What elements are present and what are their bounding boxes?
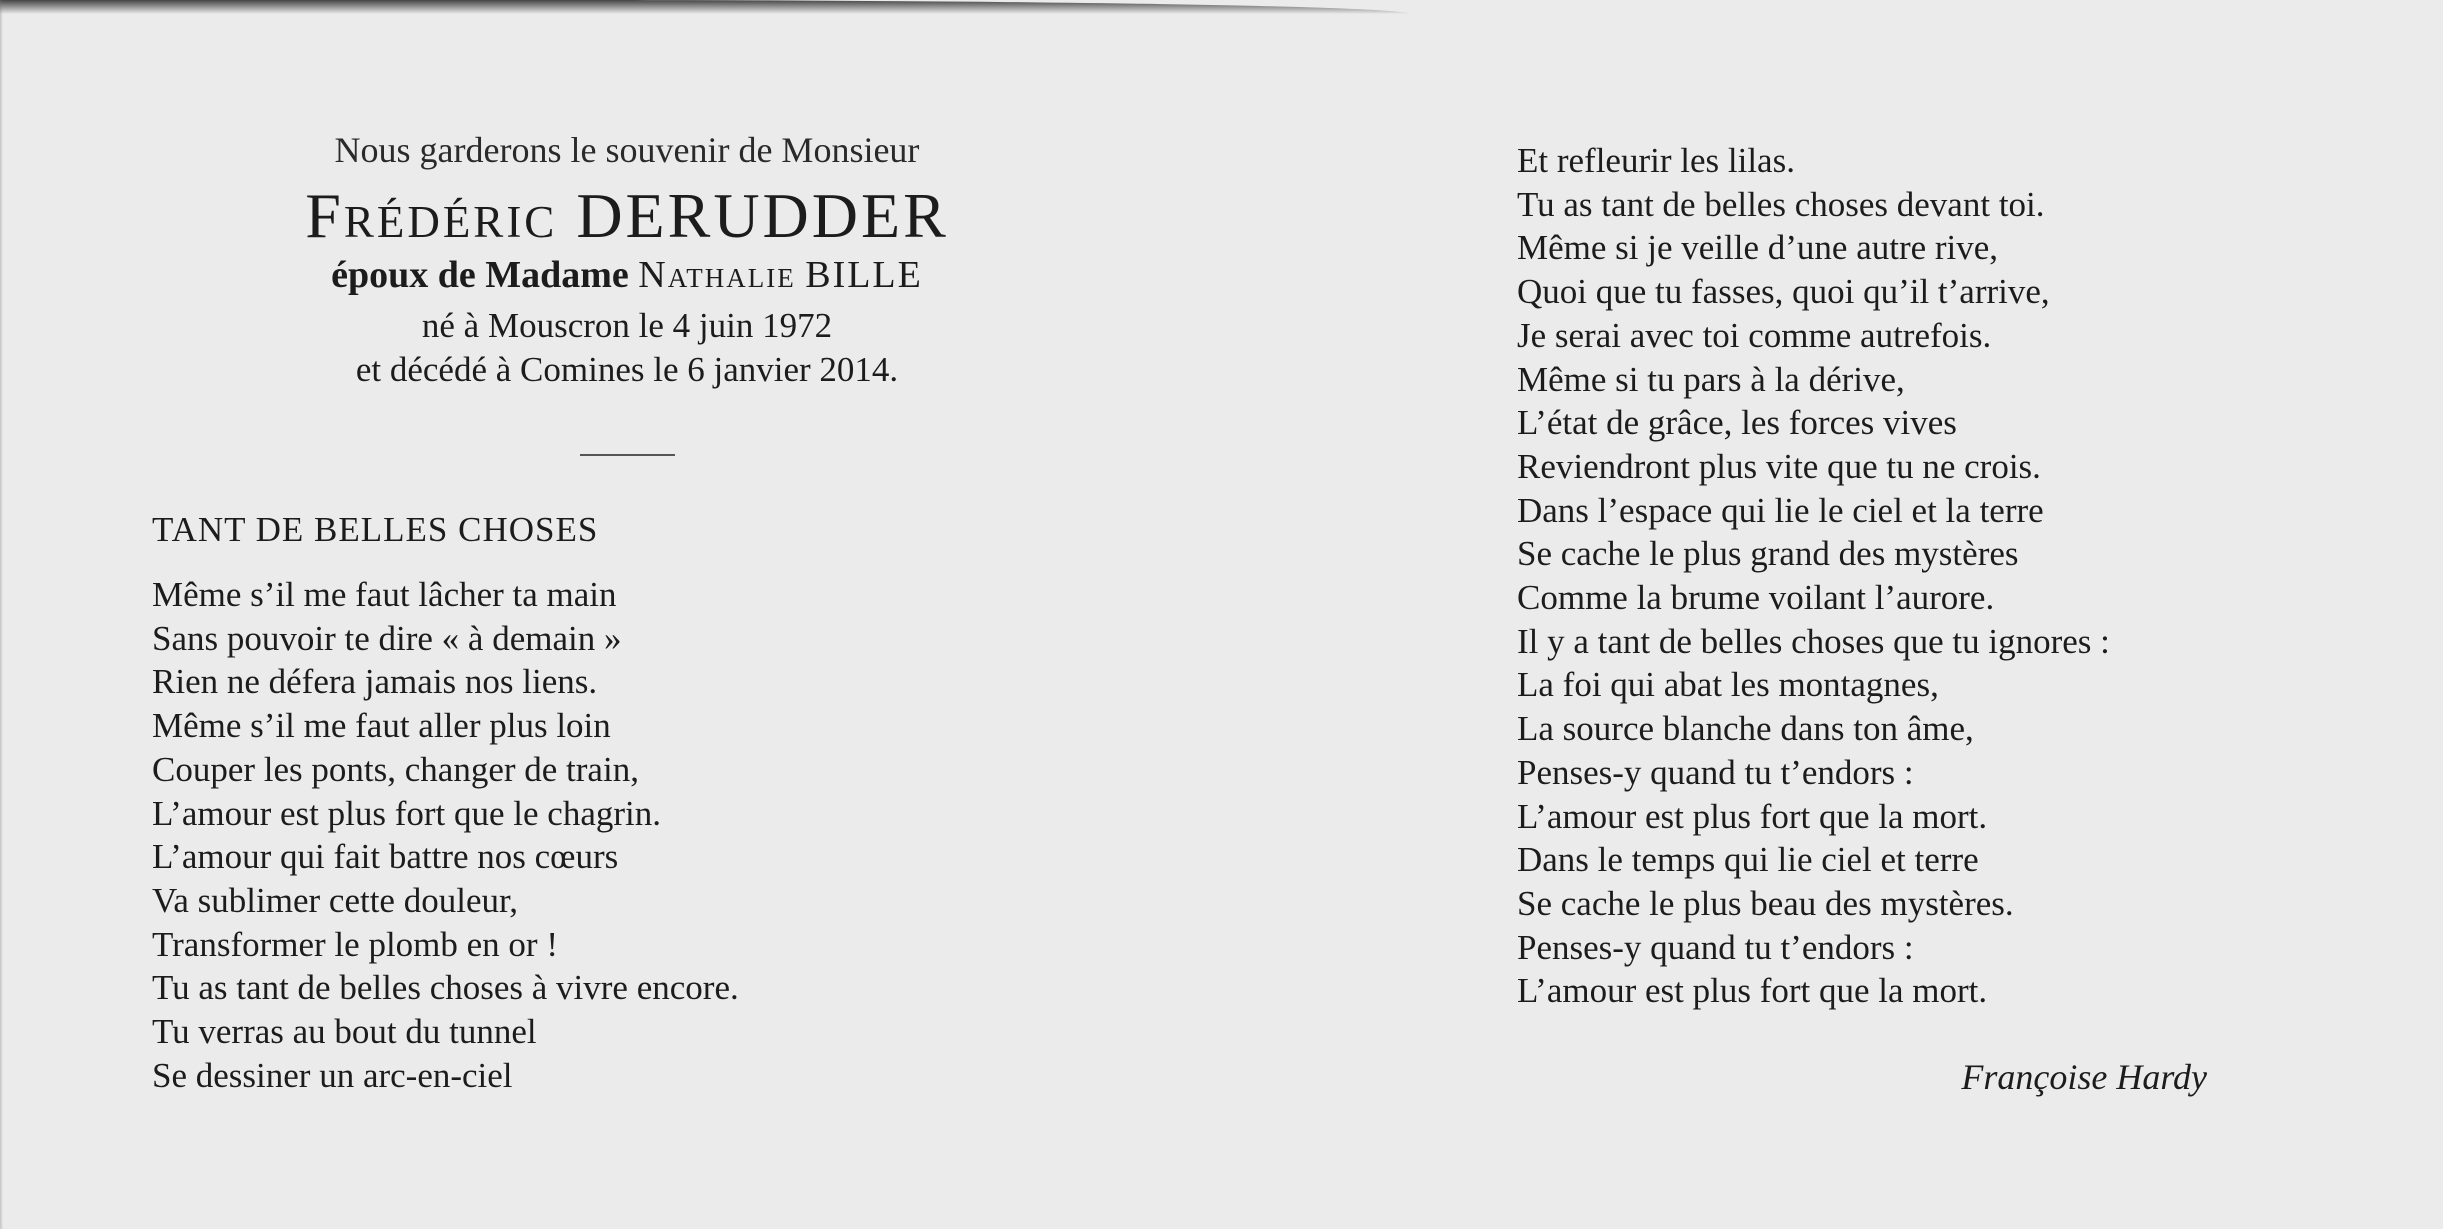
poem-line: Sans pouvoir te dire « à demain » [152, 618, 622, 658]
poem-line: L’amour qui fait battre nos cœurs [152, 837, 619, 877]
poem-line: L’amour est plus fort que la mort. [1517, 796, 1988, 836]
poem-line: Couper les ponts, changer de train, [152, 749, 639, 789]
poem-line: Penses-y quand tu t’endors : [1517, 927, 1914, 967]
poem-line: Va sublimer cette douleur, [152, 880, 518, 920]
deceased-first-name: Frédéric [305, 180, 558, 251]
poem-line: Même s’il me faut lâcher ta main [152, 575, 617, 614]
poem-line: Tu as tant de belles choses devant toi. [1517, 184, 2045, 224]
death-line: et décédé à Comines le 6 janvier 2014. [355, 350, 899, 389]
spouse-prefix: époux de Madame [331, 254, 629, 296]
poem-line: Même s’il me faut aller plus loin [152, 706, 611, 746]
intro-line: Nous garderons le souvenir de Monsieur [334, 130, 920, 170]
poem-line: Quoi que tu fasses, quoi qu’il t’arrive, [1517, 272, 2050, 312]
life-dates [227, 304, 1027, 392]
scan-edge [0, 0, 3, 1229]
poem-title: TANT DE BELLES CHOSES [152, 510, 599, 549]
poem-line: Rien ne défera jamais nos liens. [152, 662, 598, 702]
birth-line: né à Mouscron le 4 juin 1972 [421, 306, 833, 345]
poem-line: Tu as tant de belles choses à vivre encore. [152, 968, 739, 1008]
spouse-last-name: BILLE [805, 254, 923, 296]
poem-line: Transformer le plomb en or ! [152, 924, 558, 964]
poem-line: Dans le temps qui lie ciel et terre [1517, 840, 1979, 880]
deceased-last-name: DERUDDER [576, 180, 949, 251]
poem-line: Et refleurir les lilas. [1517, 141, 1795, 180]
deceased-name [227, 176, 1027, 256]
poem-right-column [1517, 139, 2110, 1013]
poem-line: Comme la brume voilant l’aurore. [1517, 578, 1995, 618]
poem-line: Se cache le plus grand des mystères [1517, 534, 2019, 574]
poem-line: Se dessiner un arc-en-ciel [152, 1055, 513, 1095]
poem-line: Il y a tant de belles choses que tu ignores : [1517, 621, 2110, 661]
poem-line: La source blanche dans ton âme, [1517, 709, 1974, 749]
spouse-first-name: Nathalie [638, 254, 796, 296]
poem-line: Même si je veille d’une autre rive, [1517, 228, 1999, 268]
poem-line: Penses-y quand tu t’endors : [1517, 752, 1914, 792]
poem-line: Je serai avec toi comme autrefois. [1517, 315, 1992, 355]
poem-line: Se cache le plus beau des mystères. [1517, 883, 2014, 923]
scan-shadow [0, 0, 1410, 14]
poem-line: La foi qui abat les montagnes, [1517, 665, 1939, 705]
poem-line: Reviendront plus vite que tu ne crois. [1517, 446, 2041, 486]
poem-line: L’amour est plus fort que la mort. [1517, 971, 1988, 1011]
spouse-line [227, 252, 1027, 298]
poem-line: L’état de grâce, les forces vives [1517, 403, 1957, 443]
divider [580, 454, 675, 456]
poem-author: Françoise Hardy [1961, 1057, 2207, 1097]
poem-line: L’amour est plus fort que le chagrin. [152, 793, 661, 833]
poem-line: Même si tu pars à la dérive, [1517, 359, 1905, 399]
memorial-header [227, 130, 1027, 392]
poem-line: Dans l’espace qui lie le ciel et la terre [1517, 490, 2044, 530]
poem-left-column [152, 573, 739, 1097]
poem-line: Tu verras au bout du tunnel [152, 1012, 537, 1052]
